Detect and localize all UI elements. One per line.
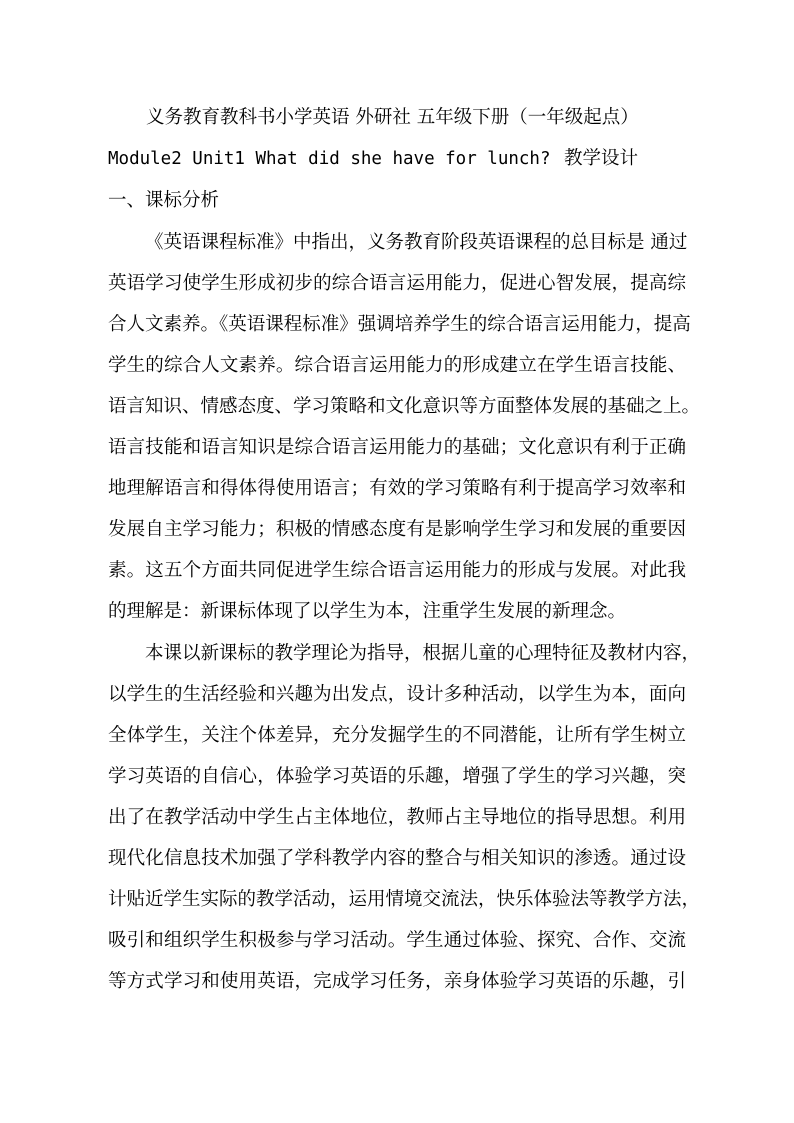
paragraph-line: 的理解是：新课标体现了以学生为本，注重学生发展的新理念。: [108, 601, 627, 622]
paragraph-line: 本课以新课标的教学理论为指导，根据儿童的心理特征及教材内容，: [145, 643, 701, 664]
module-title-line: [108, 145, 639, 173]
paragraph-line: 地理解语言和得体得使用语言；有效的学习策略有利于提高学习效率和: [108, 478, 686, 499]
paragraph-line: 素。这五个方面共同促进学生综合语言运用能力的形成与发展。对此我: [108, 560, 686, 581]
paragraph-line: 现代化信息技术加强了学科教学内容的整合与相关知识的渗透。通过设: [108, 848, 686, 869]
paragraph-line: 英语学习使学生形成初步的综合语言运用能力，促进心智发展，提高综: [108, 273, 686, 294]
paragraph-line: 发展自主学习能力；积极的情感态度有是影响学生学习和发展的重要因: [108, 519, 686, 540]
paragraph-line: 合人文素养。《英语课程标准》强调培养学生的综合语言运用能力，提高: [108, 314, 691, 335]
module-suffix: 教学设计: [564, 148, 639, 169]
paragraph-line: 以学生的生活经验和兴趣为出发点，设计多种活动，以学生为本，面向: [108, 684, 686, 705]
paragraph-line: 语言技能和语言知识是综合语言运用能力的基础；文化意识有利于正确: [108, 437, 686, 458]
document-title: 义务教育教科书小学英语 外研社 五年级下册（一年级起点）: [146, 107, 639, 128]
paragraph-line: 出了在教学活动中学生占主体地位，教师占主导地位的指导思想。利用: [108, 807, 686, 828]
section-heading: 一、课标分析: [108, 190, 220, 211]
module-title: Module2 Unit1 What did she have for lunch?: [108, 149, 551, 169]
paragraph-line: 计贴近学生实际的教学活动，运用情境交流法，快乐体验法等教学方法，: [108, 889, 701, 910]
paragraph-line: 学习英语的自信心，体验学习英语的乐趣，增强了学生的学习兴趣，突: [108, 766, 686, 787]
paragraph-line: 学生的综合人文素养。综合语言运用能力的形成建立在学生语言技能、: [108, 355, 686, 376]
paragraph-line: 全体学生，关注个体差异，充分发掘学生的不同潜能，让所有学生树立: [108, 725, 686, 746]
paragraph-line: 等方式学习和使用英语，完成学习任务，亲身体验学习英语的乐趣，引: [108, 971, 686, 992]
paragraph-line: 《英语课程标准》中指出，义务教育阶段英语课程的总目标是 通过: [145, 232, 688, 253]
paragraph-line: 语言知识、情感态度、学习策略和文化意识等方面整体发展的基础之上。: [108, 396, 701, 417]
paragraph-line: 吸引和组织学生积极参与学习活动。学生通过体验、探究、合作、交流: [108, 930, 686, 951]
